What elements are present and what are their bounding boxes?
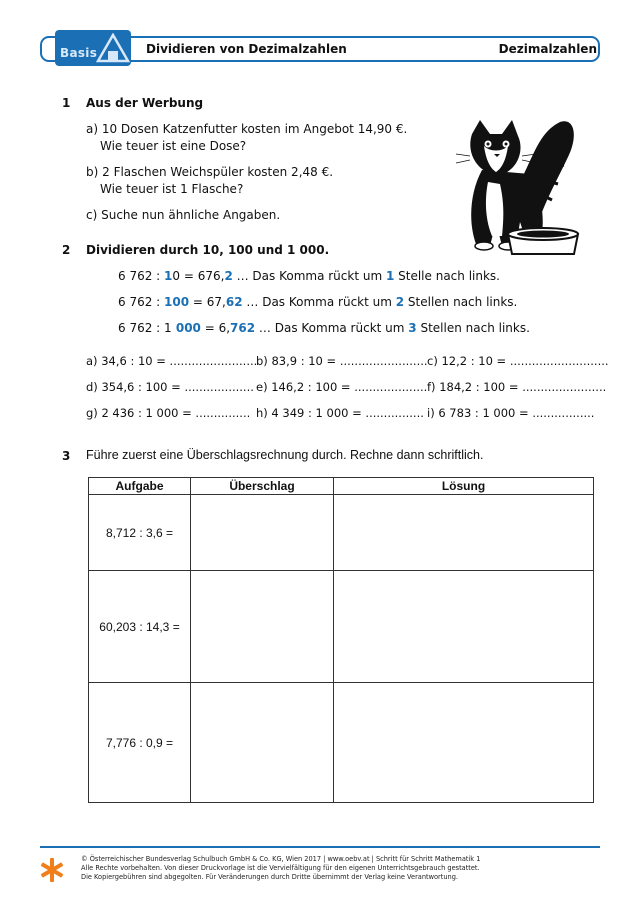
- rule-text: … Das Komma rückt um: [255, 321, 409, 335]
- rule-divisor-highlight: 1: [164, 321, 172, 335]
- rule-divisor-highlight: 1: [164, 295, 173, 309]
- task1-number: 1: [62, 96, 71, 110]
- rule-text: … Das Komma rückt um: [242, 295, 396, 309]
- rule-shift-count: 3: [408, 321, 417, 335]
- basis-label: Basis: [60, 46, 98, 60]
- footer-line-3: Die Kopiergebühren sind abgegolten. Für Veränderungen durch Dritte übernimmt der Verlag keine Verantwortung.: [81, 873, 458, 881]
- exercise-d: d) 354,6 : 100 = ...................: [86, 380, 254, 394]
- col-loesung: Lösung: [334, 478, 594, 495]
- estimate-cell[interactable]: [191, 683, 334, 803]
- solution-cell[interactable]: [334, 571, 594, 683]
- rule-operator: :: [152, 269, 165, 283]
- worksheet-topic: Dezimalzahlen: [498, 42, 597, 56]
- rule-shift-count: 1: [385, 269, 395, 283]
- exercise-f: f) 184,2 : 100 = .......................: [427, 380, 607, 394]
- rule-text-end: Stellen nach links.: [416, 321, 530, 335]
- estimate-cell[interactable]: [191, 495, 334, 571]
- estimate-cell[interactable]: [191, 571, 334, 683]
- solution-cell[interactable]: [334, 495, 594, 571]
- rule-divisor-rest: 00: [172, 295, 190, 309]
- rule-shift-count: 2: [395, 295, 405, 309]
- exercise-g: g) 2 436 : 1 000 = ...............: [86, 406, 251, 420]
- col-ueberschlag: Überschlag: [191, 478, 334, 495]
- task2-heading: Dividieren durch 10, 100 und 1 000.: [86, 243, 330, 257]
- rule-operator: :: [152, 321, 165, 335]
- rule-dividend: 6 762: [118, 321, 153, 335]
- rule-dividend: 6 762: [118, 295, 153, 309]
- task1-c-line: c) Suche nun ähnliche Angaben.: [86, 208, 281, 222]
- task1-b-line1: b) 2 Flaschen Weichspüler kosten 2,48 €.: [86, 165, 334, 179]
- task1-b-line2: Wie teuer ist 1 Flasche?: [100, 182, 244, 196]
- task-cell: 8,712 : 3,6 =: [89, 495, 191, 571]
- task1-heading: Aus der Werbung: [86, 96, 204, 110]
- task-cell: 7,776 : 0,9 =: [89, 683, 191, 803]
- rule-equals: = 676,: [180, 269, 225, 283]
- task3-number: 3: [62, 449, 71, 463]
- task3-heading: Führe zuerst eine Überschlagsrechnung durch. Rechne dann schriftlich.: [86, 448, 484, 462]
- exercise-b: b) 83,9 : 10 = ........................: [256, 354, 428, 368]
- publisher-logo-icon: [40, 856, 64, 884]
- table-row: [89, 495, 594, 571]
- exercise-e: e) 146,2 : 100 = ....................: [256, 380, 428, 394]
- exercise-i: i) 6 783 : 1 000 = .................: [427, 406, 595, 420]
- rule-line-2: [118, 294, 517, 311]
- footer-line-1: © Österreichischer Bundesverlag Schulbuch GmbH & Co. KG, Wien 2017 | www.oebv.at | Schritt für Schritt Mathematik 1: [81, 855, 481, 863]
- task1-a-line2: Wie teuer ist eine Dose?: [100, 139, 247, 153]
- rule-equals: = 6,: [200, 321, 231, 335]
- rule-result-highlight: 762: [230, 321, 256, 335]
- rule-dividend: 6 762: [118, 269, 153, 283]
- footer-line-2: Alle Rechte vorbehalten. Von dieser Druckvorlage ist die Vervielfältigung für den eigenen Unterrichtsgebrauch gestattet.: [81, 864, 480, 872]
- footer-copyright: [81, 855, 480, 882]
- task2-number: 2: [62, 243, 71, 257]
- rule-equals: = 67,: [189, 295, 226, 309]
- rule-text-end: Stelle nach links.: [394, 269, 500, 283]
- solution-cell[interactable]: [334, 683, 594, 803]
- task-cell: 60,203 : 14,3 =: [89, 571, 191, 683]
- level-triangle-icon: [96, 33, 130, 63]
- exercise-h: h) 4 349 : 1 000 = ................: [256, 406, 424, 420]
- col-aufgabe: Aufgabe: [89, 478, 191, 495]
- rule-operator: :: [152, 295, 165, 309]
- rule-result-highlight: 2: [224, 269, 233, 283]
- rule-divisor-rest: 0: [172, 269, 181, 283]
- table-header-row: [89, 478, 594, 495]
- exercise-a: a) 34,6 : 10 = ........................: [86, 354, 258, 368]
- table-row: [89, 683, 594, 803]
- rule-line-3: [118, 320, 530, 337]
- rule-result-highlight: 62: [225, 295, 243, 309]
- rule-text: … Das Komma rückt um: [232, 269, 386, 283]
- rule-line-1: [118, 268, 500, 285]
- task1-a-line1: a) 10 Dosen Katzenfutter kosten im Angebot 14,90 €.: [86, 122, 408, 136]
- footer-divider: [40, 846, 600, 848]
- cat-illustration: [450, 112, 580, 258]
- worksheet-title: Dividieren von Dezimalzahlen: [146, 42, 347, 56]
- rule-text-end: Stellen nach links.: [404, 295, 518, 309]
- table-row: [89, 571, 594, 683]
- rule-divisor-rest: 000: [171, 321, 201, 335]
- overestimate-table: [88, 477, 594, 803]
- exercise-c: c) 12,2 : 10 = ...........................: [427, 354, 609, 368]
- rule-divisor-highlight: 1: [164, 269, 173, 283]
